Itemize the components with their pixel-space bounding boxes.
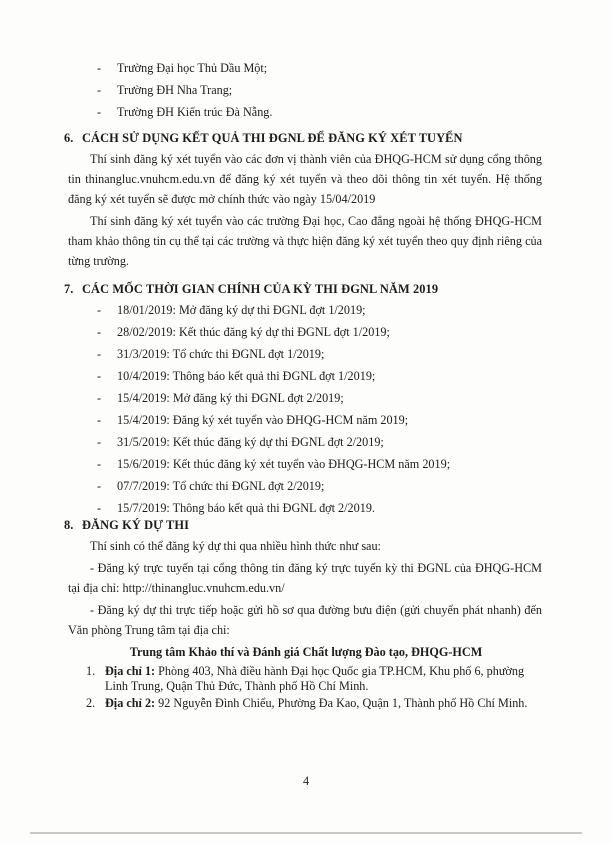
center-title: Trung tâm Khảo thí và Đánh giá Chất lượng Đào tạo, ĐHQG-HCM <box>129 645 483 659</box>
section-8-heading: 8. ĐĂNG KÝ DỰ THI <box>64 518 190 532</box>
section-8-direct: - Đăng ký dự thi trực tiếp hoặc gửi hồ sơ qua đường bưu điện (gửi chuyển phát nhanh) đến Văn phòng Trung tâm tại địa chỉ: <box>68 603 542 637</box>
section-8-online: - Đăng ký trực tuyến tại cổng thông tin đăng ký trực tuyến kỳ thi ĐGNL của ĐHQG-HCM tại địa chỉ: http://thinangluc.vnuhcm.edu.vn/ <box>68 561 542 595</box>
section-6-paragraph-1: Thí sinh đăng ký xét tuyển vào các đơn vị thành viên của ĐHQG-HCM sử dụng cổng thông tin thinangluc.vnuhcm.edu.vn để đăng ký xét tuyển và theo dõi thông tin xét tuyển. Hệ thống đăng ký xét tuyển sẽ được mở chính thức vào ngày 15/04/2019 <box>68 152 542 206</box>
document-page: - Trường Đại học Thủ Dầu Một; - Trường ĐH Nha Trang; - Trường ĐH Kiến trúc Đà Nẵng. 6. CÁCH SỬ DỤNG KẾT QUẢ THI ĐGNL ĐỂ ĐĂNG KÝ XÉT TUYỂN Thí sinh đăng ký xét tuyển vào các đơn vị thành viên của ĐHQG-HCM sử dụng cổng thông tin thinangluc.vnuhcm.edu.vn để đăng ký xét tuyển và theo dõi thông tin xét tuyển. Hệ thống đăng ký xét tuyển sẽ được mở chính thức vào ngày 15/04/2019 Thí sinh đăng ký xét tuyển vào các trường Đại học, Cao đẳng ngoài hệ thống ĐHQG-HCM tham khảo thông tin cụ thể tại các trường và thực hiện đăng ký xét tuyển theo quy định riêng của từng trường. 7. CÁC MỐC THỜI GIAN CHÍNH CỦA KỲ THI ĐGNL NĂM 2019 - 18/01/2019: Mở đăng ký dự thi ĐGNL đợt 1/2019; - 28/02/2019: Kết thúc đăng ký dự thi ĐGNL đợt 1/2019; - 31/3/2019: Tổ chức thi ĐGNL đợt 1/2019; - 10/4/2019: Thông báo kết quả thi ĐGNL đợt 1/2019; - 15/4/2019: Mở đăng ký thi ĐGNL đợt 2/2019; - 15/4/2019: Đăng ký xét tuyển vào ĐHQG-HCM năm 2019; - 31/5/2019: Kết thúc đăng ký dự thi ĐGNL đợt 2/2019; - 15/6/2019: Kết thúc đăng ký xét tuyển vào ĐHQG-HCM năm 2019; - 07/7/2019: Tổ chức thi ĐGNL đợt 2/2019; - 15/7/2019: Thông báo kết quả thi ĐGNL đợt 2/2019. 8. ĐĂNG KÝ DỰ THI Thí sinh có thể đăng ký dự thi qua nhiều hình thức như sau: - Đăng ký trực tuyến tại cổng thông tin đăng ký trực tuyến kỳ thi ĐGNL của ĐHQG-HCM tại địa chỉ: http://thinangluc.vnuhcm.edu.vn/ - Đăng ký dự thi trực tiếp hoặc gửi hồ sơ qua đường bưu điện (gửi chuyển phát nhanh) đến Văn phòng Trung tâm tại địa chỉ: Trung tâm Khảo thí và Đánh giá Chất lượng Đào tạo, ĐHQG-HCM 1. Địa chỉ 1: Phòng 403, Nhà điều hành Đại học Quốc gia TP.HCM, Khu phố 6, phường Linh Trung, Quận Thủ Đức, Thành phố Hồ Chí Minh. 2. Địa chỉ 2: 92 Nguyễn Đình Chiểu, Phường Đa Kao, Quận 1, Thành phố Hồ Chí Minh. 4 <box>0 0 612 843</box>
bottom-divider <box>30 832 582 834</box>
section-6-heading: 6. CÁCH SỬ DỤNG KẾT QUẢ THI ĐGNL ĐỂ ĐĂNG KÝ XÉT TUYỂN <box>64 131 463 145</box>
section-7-heading: 7. CÁC MỐC THỜI GIAN CHÍNH CỦA KỲ THI ĐGNL NĂM 2019 <box>64 282 439 296</box>
section-8-intro: Thí sinh có thể đăng ký dự thi qua nhiều hình thức như sau: <box>90 539 381 553</box>
address-2: 2. Địa chỉ 2: 92 Nguyễn Đình Chiểu, Phường Đa Kao, Quận 1, Thành phố Hồ Chí Minh. <box>86 696 528 710</box>
address-1: 1. Địa chỉ 1: Phòng 403, Nhà điều hành Đại học Quốc gia TP.HCM, Khu phố 6, phường Linh Trung, Quận Thủ Đức, Thành phố Hồ Chí Minh. <box>86 664 525 693</box>
page-number: 4 <box>302 774 310 788</box>
section-6-paragraph-2: Thí sinh đăng ký xét tuyển vào các trường Đại học, Cao đẳng ngoài hệ thống ĐHQG-HCM tham khảo thông tin cụ thể tại các trường và thực hiện đăng ký xét tuyển theo quy định riêng của từng trường. <box>68 214 542 268</box>
